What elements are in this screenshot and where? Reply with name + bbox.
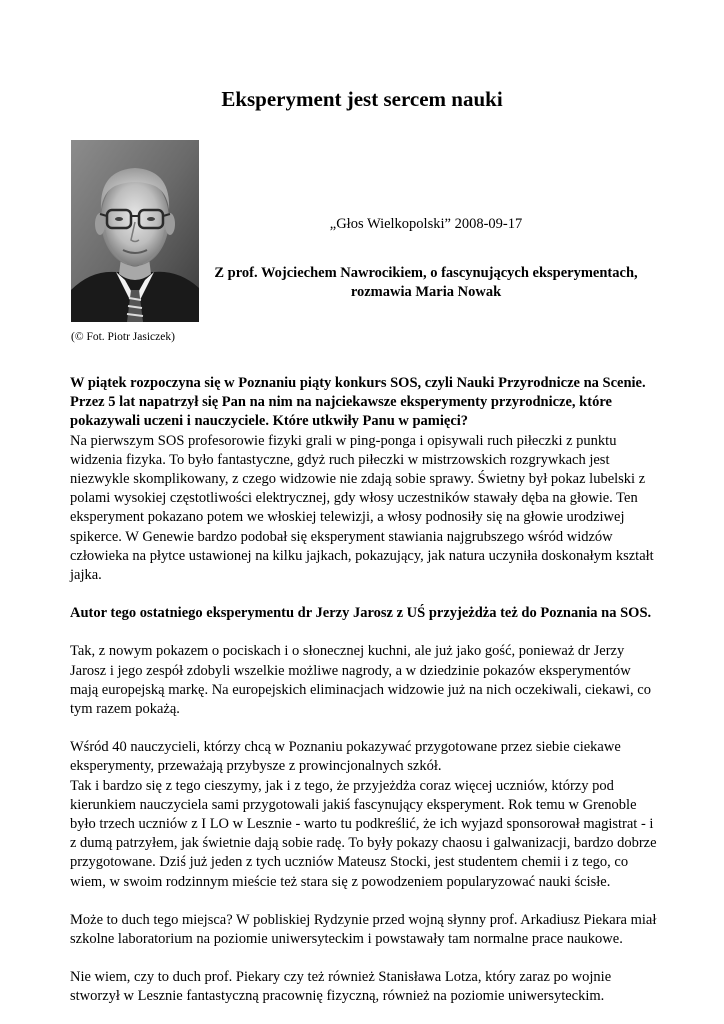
article-source: „Głos Wielkopolski” 2008-09-17 xyxy=(329,216,523,232)
paragraph-3a: Wśród 40 nauczycieli, którzy chcą w Poznaniu pokazywać przygotowane przez siebie ciekawe eksperymenty, przeważają przybysze z prowincjonalnych szkół. xyxy=(70,739,621,775)
paragraph-3b: Tak i bardzo się z tego cieszymy, jak i z tego, że przyjeżdża coraz więcej uczniów, którzy pod kierunkiem nauczyciela sami przygotowali jakiś fascynujący eksperyment. Rok temu w Grenoble było trzech uczniów z I LO w Lesznie - warto tu podkreślić, że ich wyjazd sponsorował magistrat - i z dumą patrzyłem, jak świetnie dają sobie radę. To były pokazy chaosu i galwanizacji, bardzo dobrze przygotowane. Dziś już jeden z tych uczniów Mateusz Stocki, jest studentem chemii i z tego, co wiem, w swoim rodzinnym mieście też stara się z powodzeniem popularyzować nauki ścisłe. xyxy=(70,777,657,890)
question-2 xyxy=(70,604,660,623)
article-title: Eksperyment jest sercem nauki xyxy=(221,87,503,111)
paragraph-4: Może to duch tego miejsca? W pobliskiej Rydzynie przed wojną słynny prof. Arkadiusz Piekara miał szkolne laboratorium na poziomie uniwersyteckim i powstawały tam normalne prace naukowe. xyxy=(70,911,657,948)
article-body xyxy=(70,374,660,1007)
question-2-text: Autor tego ostatniego eksperymentu dr Jerzy Jarosz z UŚ przyjeżdża też do Poznania na SOS. xyxy=(70,605,652,622)
question-1-text: W piątek rozpoczyna się w Poznaniu piąty konkurs SOS, czyli Nauki Przyrodnicze na Scenie. Przez 5 lat napatrzył się Pan na nim na najciekawsze eksperymenty przyrodnicze, które pokazywali uczeni i nauczyciele. Które utkwiły Panu w pamięci? xyxy=(70,375,646,430)
photo-caption: (© Fot. Piotr Jasiczek) xyxy=(71,331,175,343)
article-subtitle: Z prof. Wojciechem Nawrocikiem, o fascynujących eksperymentach, rozmawia Maria Nowak xyxy=(214,265,638,300)
answer-2: Tak, z nowym pokazem o pociskach i o słonecznej kuchni, ale już jako gość, ponieważ dr Jerzy Jarosz i jego zespół zdobyli wszelkie możliwe nagrody, a w dziedzinie pokazów eksperymentów mają europejską markę. Na europejskich eliminacjach widzowie już na nich oczekiwali, ciekawi, co tym razem pokażą. xyxy=(70,643,651,718)
portrait-photo xyxy=(71,140,199,322)
question-1 xyxy=(70,374,660,432)
paragraph-5: Nie wiem, czy to duch prof. Piekary czy też również Stanisława Lotza, który zaraz po wojnie stworzył w Lesznie fantastyczną pracownię fizyczną, również na poziomie uniwersyteckim. xyxy=(70,969,612,1005)
portrait-image xyxy=(71,140,199,322)
answer-1: Na pierwszym SOS profesorowie fizyki grali w ping-ponga i opisywali ruch piłeczki z punktu widzenia fizyka. To było fantastyczne, gdyż ruch piłeczki w mistrzowskich rozgrywkach jest niezwykle skomplikowany, z czego widzowie nie zdają sobie sprawy. Świetny był pokaz lubelski z polami wysokiej częstotliwości elektrycznej, gdy włosy uczestników stawały dęba na głowie. Ten eksperyment pokazano potem we włoskiej telewizji, a włosy podnosiły się na głowie urodziwej spikerce. W Genewie bardzo podobał się eksperyment stawiania najgrubszego wśród widzów człowieka na płytce ustawionej na kilku jajkach, pokazujący, jak natura uczyniła doskonałym kształt jajka. xyxy=(70,432,654,584)
